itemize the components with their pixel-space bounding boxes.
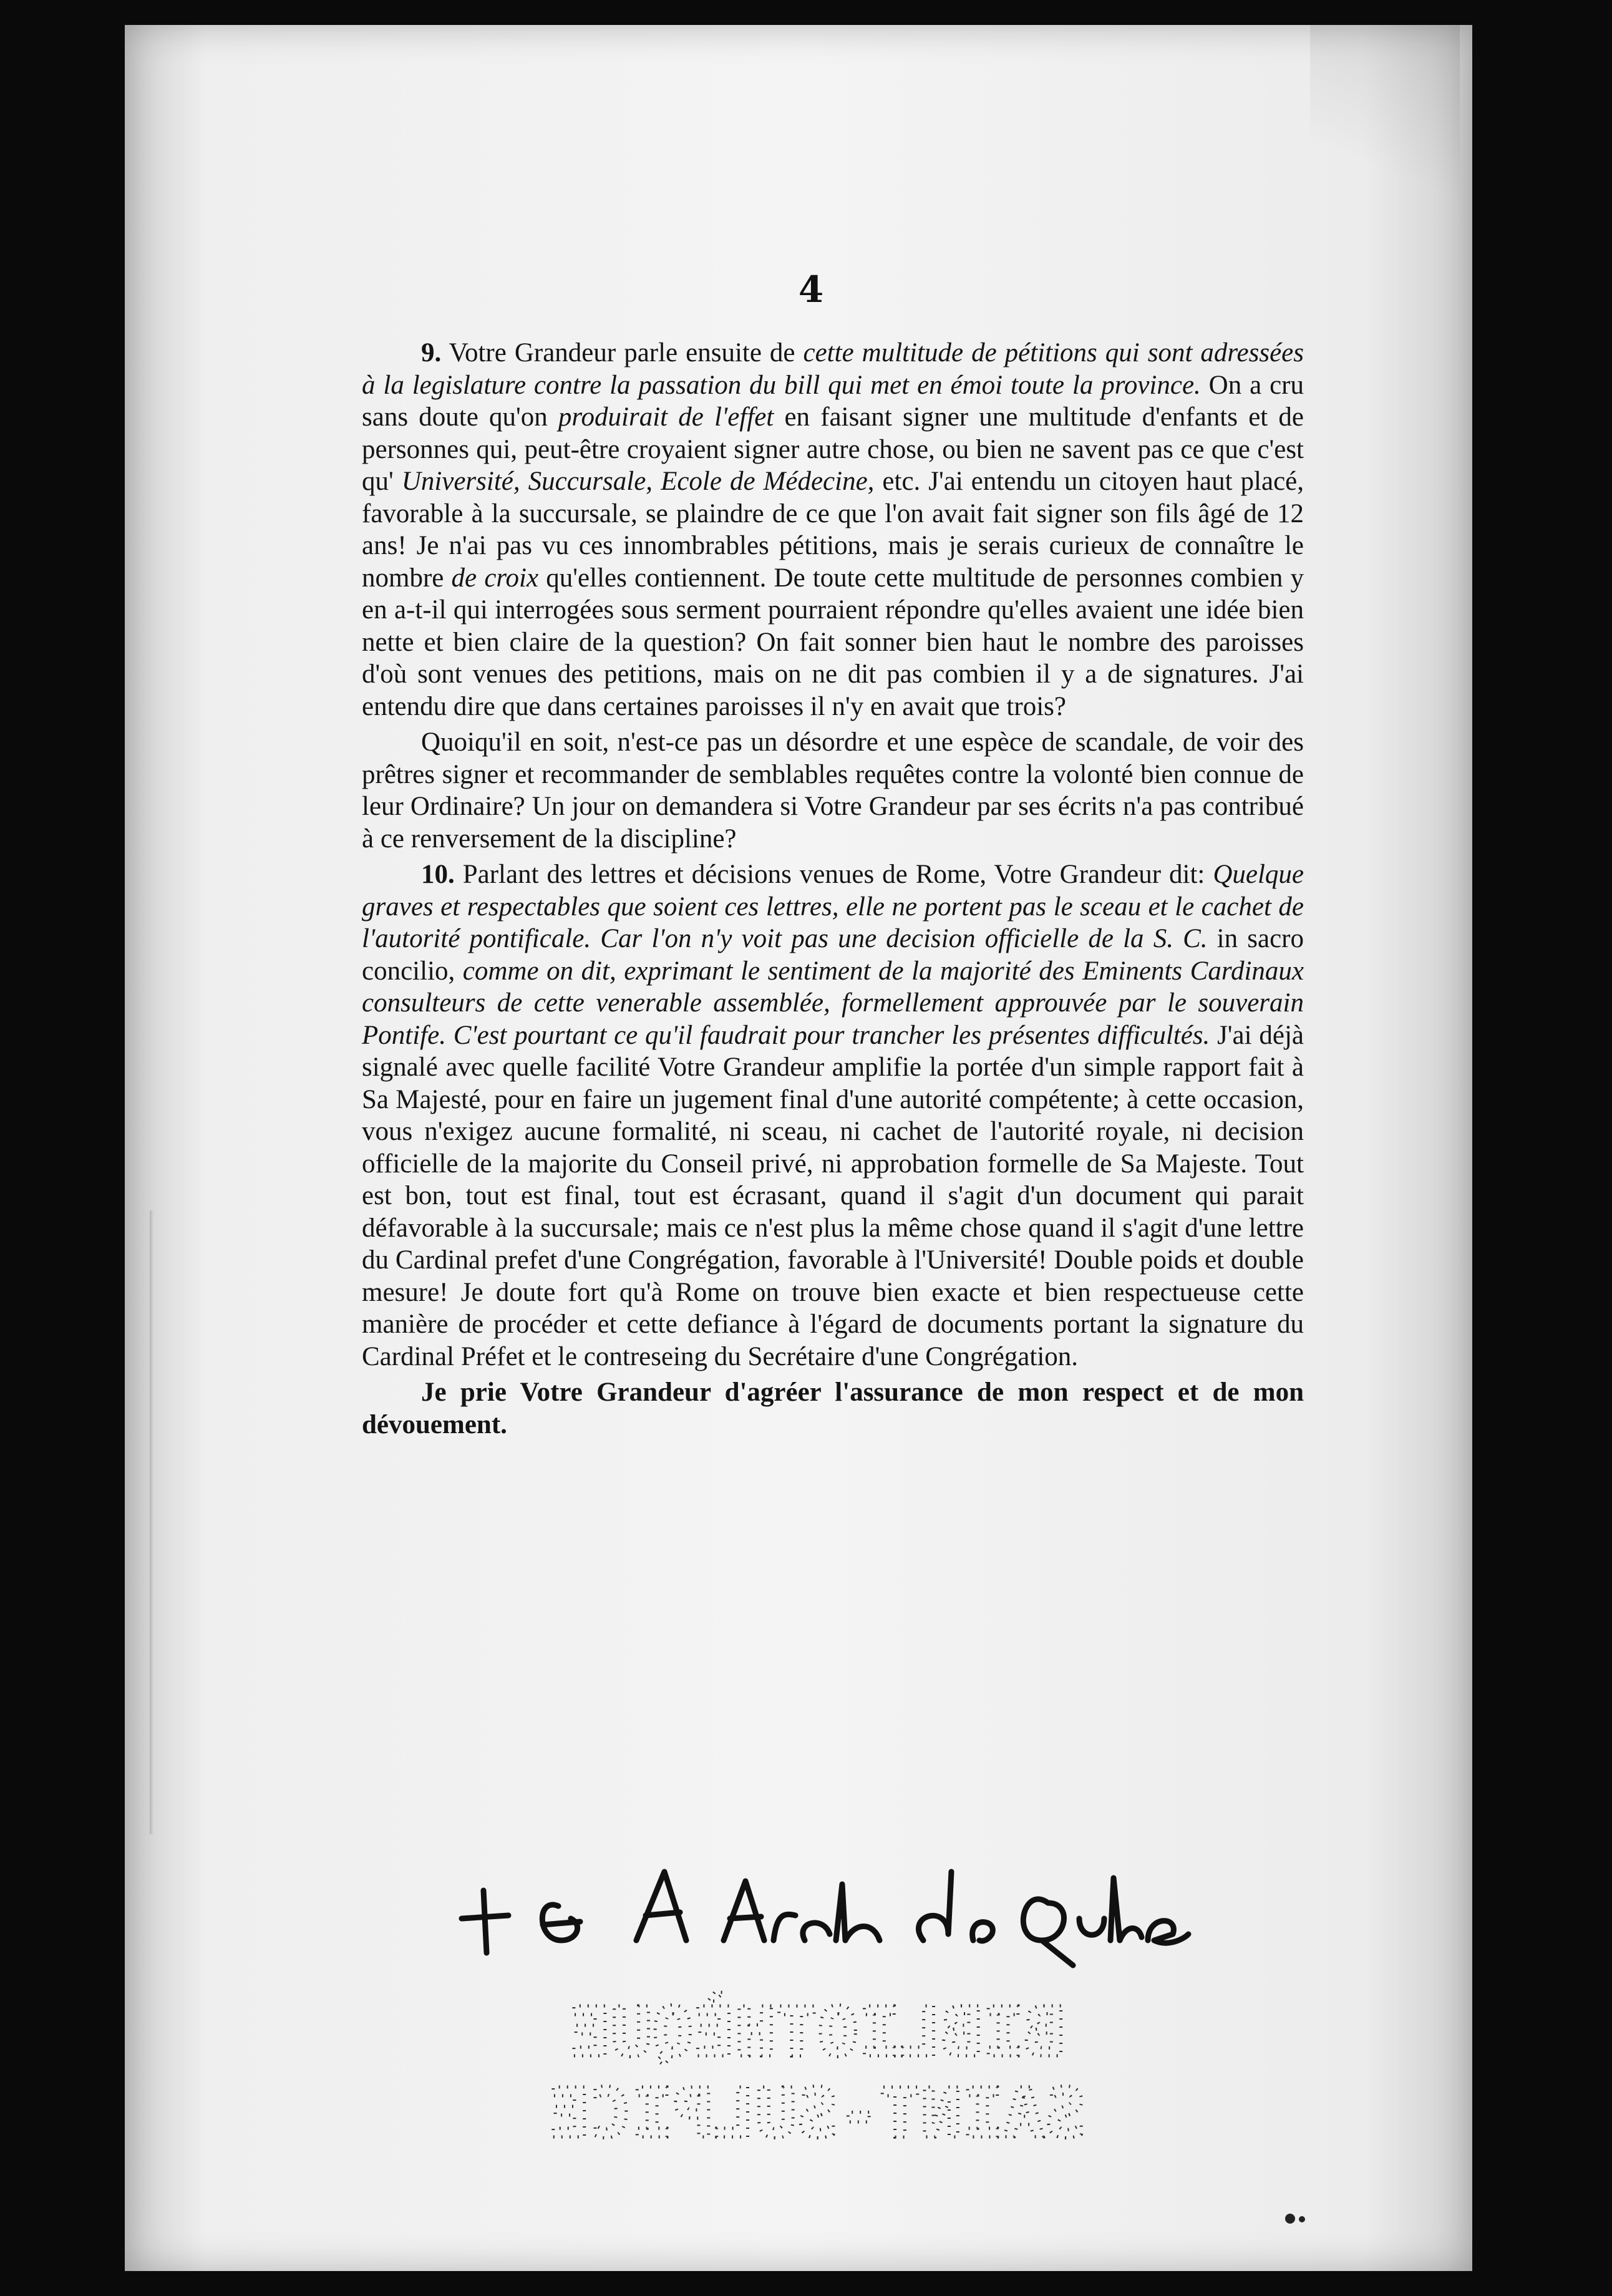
text-segment: On a cru sans doute qu'on bbox=[362, 370, 1304, 432]
paragraph-number: 10. bbox=[421, 860, 455, 889]
ink-speck bbox=[1285, 2214, 1295, 2224]
paragraph-quoiquil bbox=[362, 726, 1304, 855]
italic-quote: comme on dit, exprimant le sentiment de la majorité des Eminents Cardinaux consulteurs de cette venerable assemblée, formellement approuvée par le souverain Pontife. C'est pourtant ce qu'il faudrait pour trancher les présentes difficultés. bbox=[362, 956, 1304, 1050]
italic-quote: Quelque graves et respectables que soient ces lettres, elle ne portent pas le sceau et le cachet de l'autorité pontificale. Car l'on n'y voit pas une decision officielle de la S. C. bbox=[362, 860, 1304, 953]
stamp-line-2: SAINT-SULPICE bbox=[548, 2073, 1086, 2153]
page-corner-curl bbox=[1310, 25, 1460, 262]
page-number: 4 bbox=[798, 268, 824, 311]
italic-quote: Université, Succursale, Ecole de Médecine, bbox=[401, 467, 875, 496]
text-segment: J'ai déjà signalé avec quelle facilité Votre Grandeur amplifie la portée d'un simple rapport fait à Sa Majesté, pour en faire un jugement final d'une autorité compétente; à cette occasion, vous n'exigez aucune formalité, ni sceau, ni cachet de l'autorité royale, ni decision officielle de la majorite du Conseil privé, ni approbation formelle de Sa Majeste. Tout est bon, tout est final, tout est écrasant, quand il s'agit d'un document qui parait défavorable à la succursale; mais ce n'est plus la même chose quand il s'agit d'une lettre du Cardinal prefet d'une Congrégation, favorable à l'Université! Double poids et double mesure! Je doute fort qu'à Rome on trouve bien exacte et bien respectueuse cette manière de procéder et cette defiance à l'égard de documents portant la signature du Cardinal Préfet et le contreseing du Secrétaire d'une Congrégation. bbox=[362, 1020, 1304, 1371]
italic-quote: de croix bbox=[451, 563, 539, 593]
page-fold-shadow bbox=[150, 1210, 153, 1834]
handwritten-signature bbox=[449, 1847, 1260, 1972]
closing-salutation: Je prie Votre Grandeur d'agréer l'assurance de mon respect et de mon dévouement. bbox=[362, 1378, 1304, 1439]
italic-quote: cette multitude de pétitions qui sont adressées à la legislature contre la passation du bill qui met en émoi toute la province. bbox=[362, 338, 1304, 400]
italic-quote: produirait de l'effet bbox=[558, 402, 774, 432]
text-segment: Votre Grandeur parle ensuite de bbox=[441, 338, 804, 367]
paragraph-10 bbox=[362, 859, 1304, 1373]
text-segment: in sacro concilio, bbox=[362, 924, 1304, 986]
text-segment: qu'elles contiennent. De toute cette multitude de personnes combien y en a-t-il qui interrogées sous serment pourraient répondre qu'elles avaient une idée bien nette et bien claire de la question? On fait sonner bien haut le nombre des paroisses d'où sont venues des petitions, mais on ne dit pas combien il y a de signatures. J'ai entendu dire que dans certaines paroisses il n'y en avait que trois? bbox=[362, 563, 1304, 721]
paragraph-number: 9. bbox=[421, 338, 442, 367]
stamp-line-1: BIBLIOTHÈQUE bbox=[569, 1992, 1066, 2072]
text-segment: en faisant signer une multitude d'enfants et de personnes qui, peut-être croyaient signer autre chose, ou bien ne savent pas ce que c'est qu' bbox=[362, 402, 1304, 496]
text-segment: etc. J'ai entendu un citoyen haut placé, favorable à la succursale, se plaindre de ce que l'on avait fait signer son fils âgé de 12 ans! Je n'ai pas vu ces innombrables pétitions, mais je serais curieux de connaître le nombre bbox=[362, 467, 1304, 593]
text-segment: Quoiqu'il en soit, n'est-ce pas un désordre et une espèce de scandale, de voir des prêtres signer et recommander de semblables requêtes contre la volonté bien connue de leur Ordinaire? Un jour on demandera si Votre Grandeur par ses écrits n'a pas contribué à ce renversement de la discipline? bbox=[362, 727, 1304, 854]
paragraph-9 bbox=[362, 337, 1304, 722]
library-perforation-stamp bbox=[537, 1984, 1098, 2159]
letter-body bbox=[362, 337, 1304, 1441]
ink-speck bbox=[1299, 2216, 1305, 2222]
text-segment: Parlant des lettres et décisions venues de Rome, Votre Grandeur dit: bbox=[454, 860, 1213, 889]
